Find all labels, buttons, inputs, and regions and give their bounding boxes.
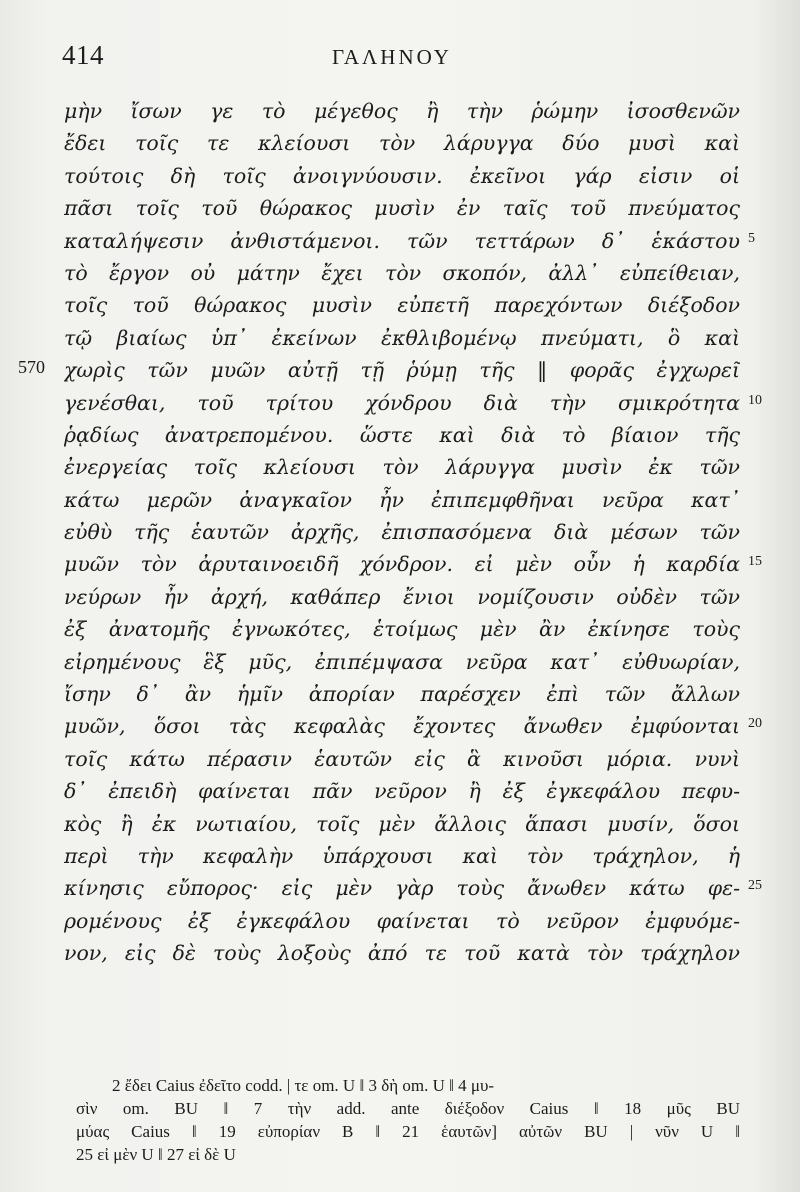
- line-text: ἔδει τοῖς τε κλείουσι τὸν λάρυγγα δύο μυσὶ καὶ: [64, 131, 740, 156]
- text-line: [0, 127, 800, 159]
- line-text: ρομένους ἐξ ἐγκεφάλου φαίνεται τὸ νεῦρον ἐμφυόμε-: [64, 908, 740, 933]
- line-text: νον, εἰς δὲ τοὺς λοξοὺς ἀπό τε τοῦ κατὰ τὸν τράχηλον: [64, 941, 740, 966]
- line-number: 25: [748, 878, 762, 894]
- text-line: [0, 710, 800, 742]
- line-text: εὐθὺ τῆς ἑαυτῶν ἀρχῆς, ἐπισπασόμενα διὰ μέσων τῶν: [64, 520, 740, 545]
- text-line: [0, 743, 800, 775]
- text-line: [0, 387, 800, 419]
- text-line: [0, 646, 800, 678]
- apparatus-text: μύας Caius ‖ 19 εὐπορίαν B ‖ 21 ἑαυτῶν] αὐτῶν BU | νῦν U ‖: [76, 1122, 740, 1141]
- line-text: μυῶν, ὅσοι τὰς κεφαλὰς ἔχοντες ἄνωθεν ἐμφύονται: [64, 714, 740, 739]
- text-line: [0, 548, 800, 580]
- text-line: [0, 451, 800, 483]
- line-number: 5: [748, 230, 755, 246]
- text-line: [0, 840, 800, 872]
- line-text: τοῖς τοῦ θώρακος μυσὶν εὐπετῆ παρεχόντων διέξοδον: [64, 293, 740, 318]
- page-number: 414: [62, 40, 104, 70]
- line-text: κάτω μερῶν ἀναγκαῖον ἦν ἐπιπεμφθῆναι νεῦρα κατ᾽: [64, 487, 740, 512]
- text-line: [0, 484, 800, 516]
- line-text: δ᾽ ἐπειδὴ φαίνεται πᾶν νεῦρον ἢ ἐξ ἐγκεφάλου πεφυ-: [64, 779, 740, 804]
- critical-apparatus: [0, 1075, 800, 1167]
- page-header: [62, 40, 742, 80]
- text-line: [0, 678, 800, 710]
- main-text: [0, 95, 800, 970]
- line-text: κίνησις εὔπορος· εἰς μὲν γὰρ τοὺς ἄνωθεν κάτω φε-: [64, 876, 740, 901]
- text-line: [0, 257, 800, 289]
- line-text: τῷ βιαίως ὑπ᾽ ἐκείνων ἐκθλιβομένῳ πνεύματι, ὃ καὶ: [64, 325, 740, 350]
- text-line: [0, 808, 800, 840]
- text-line: [0, 775, 800, 807]
- apparatus-line: [0, 1075, 800, 1098]
- line-text: ἐνεργείας τοῖς κλείουσι τὸν λάρυγγα μυσὶν ἐκ τῶν: [64, 455, 740, 480]
- line-text: εἰρημένους ἓξ μῦς, ἐπιπέμψασα νεῦρα κατ᾽ εὐθυωρίαν,: [64, 649, 740, 674]
- apparatus-text: 2 ἔδει Caius ἐδεῖτο codd. | τε om. U ‖ 3 δὴ om. U ‖ 4 μυ-: [112, 1076, 495, 1095]
- line-text: καταλήψεσιν ἀνθιστάμενοι. τῶν τεττάρων δ᾽ ἑκάστου: [64, 228, 740, 253]
- running-title: ΓΑΛΗΝΟΥ: [332, 45, 452, 69]
- apparatus-line: [0, 1121, 800, 1144]
- line-text: ἴσην δ᾽ ἂν ἡμῖν ἀπορίαν παρέσχεν ἐπὶ τῶν ἄλλων: [64, 682, 740, 707]
- line-text: χωρὶς τῶν μυῶν αὐτῇ τῇ ῥύμῃ τῆς ‖ φορᾶς ἐγχωρεῖ: [64, 358, 740, 383]
- line-text: τοῖς κάτω πέρασιν ἑαυτῶν εἰς ἃ κινοῦσι μόρια. νυνὶ: [64, 746, 740, 771]
- line-text: ἐξ ἀνατομῆς ἐγνωκότες, ἑτοίμως μὲν ἂν ἐκίνησε τοὺς: [64, 617, 740, 642]
- line-text: πᾶσι τοῖς τοῦ θώρακος μυσὶν ἐν ταῖς τοῦ πνεύματος: [64, 196, 740, 221]
- text-line: [0, 322, 800, 354]
- text-line: [0, 95, 800, 127]
- text-line: [0, 613, 800, 645]
- line-text: τούτοις δὴ τοῖς ἀνοιγνύουσιν. ἐκεῖνοι γάρ εἰσιν οἱ: [64, 163, 740, 188]
- line-text: γενέσθαι, τοῦ τρίτου χόνδρου διὰ τὴν σμικρότητα: [64, 390, 740, 415]
- line-text: περὶ τὴν κεφαλὴν ὑπάρχουσι καὶ τὸν τράχηλον, ἡ: [64, 843, 740, 868]
- text-line: [0, 192, 800, 224]
- line-text: τὸ ἔργον οὐ μάτην ἔχει τὸν σκοπόν, ἀλλ᾽ εὐπείθειαν,: [64, 260, 740, 285]
- line-text: ῥᾳδίως ἀνατρεπομένου. ὥστε καὶ διὰ τὸ βίαιον τῆς: [64, 422, 740, 447]
- text-line: [0, 354, 800, 386]
- line-text: νεύρων ἦν ἀρχή, καθάπερ ἔνιοι νομίζουσιν οὐδὲν τῶν: [64, 584, 740, 609]
- apparatus-line: [0, 1098, 800, 1121]
- text-line: [0, 516, 800, 548]
- text-line: [0, 937, 800, 969]
- apparatus-line: [0, 1144, 800, 1167]
- text-line: [0, 872, 800, 904]
- line-text: κὸς ἢ ἐκ νωτιαίου, τοῖς μὲν ἄλλοις ἅπασι μυσίν, ὅσοι: [64, 811, 740, 836]
- apparatus-text: 25 εἰ μὲν U ‖ 27 εἰ δὲ U: [76, 1145, 236, 1164]
- text-line: [0, 905, 800, 937]
- line-number: 20: [748, 716, 762, 732]
- text-line: [0, 581, 800, 613]
- text-line: [0, 289, 800, 321]
- text-line: [0, 225, 800, 257]
- line-number: 15: [748, 554, 762, 570]
- line-number: 10: [748, 392, 762, 408]
- apparatus-text: σὶν om. BU ‖ 7 τὴν add. ante διέξοδον Caius ‖ 18 μῦς BU: [76, 1099, 740, 1118]
- line-text: μυῶν τὸν ἀρυταινοειδῆ χόνδρον. εἰ μὲν οὖν ἡ καρδία: [64, 552, 740, 577]
- text-line: [0, 160, 800, 192]
- text-line: [0, 419, 800, 451]
- line-text: μὴν ἴσων γε τὸ μέγεθος ἢ τὴν ῥώμην ἰσοσθενῶν: [64, 99, 740, 123]
- chapter-line-number: 570: [18, 357, 45, 378]
